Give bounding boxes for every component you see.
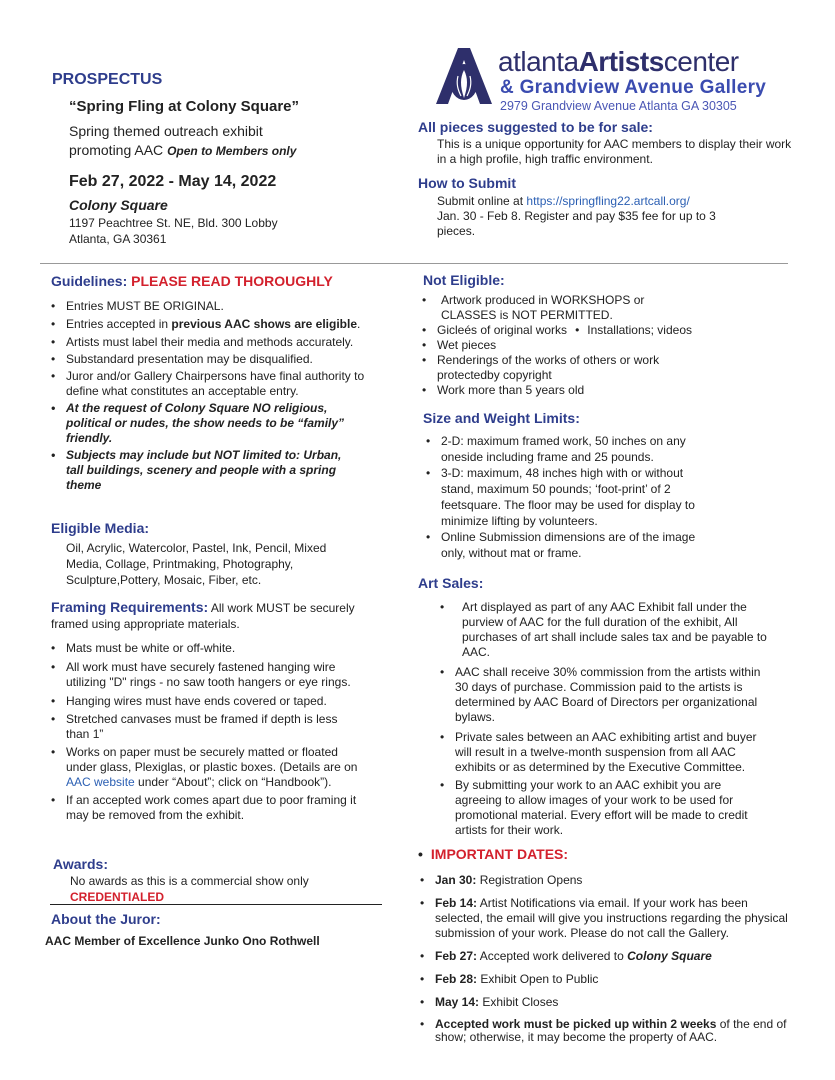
art-sales-item: • Art displayed as part of any AAC Exhibit fall under the purview of AAC for the full duration of the exhibit, All purchases of art shall include sales tax and be payable to AAC. [455,600,770,660]
framing-item: • Mats must be white or off-white. [66,641,381,656]
date-text: Accepted work delivered to [477,949,628,963]
date-label: Feb 27: [435,949,478,963]
submit-prefix: Submit online at [437,194,527,208]
framing-item: • All work must have securely fastened hanging wire utilizing "D" rings - no saw tooth hangers or eye rings. [66,660,366,690]
guideline-item2-bold: previous AAC shows are eligible [171,317,358,331]
guideline-item: • At the request of Colony Square NO religious, political or nudes, the show needs to be “family” friendly. [66,401,356,446]
framing-item: • If an accepted work comes apart due to poor framing it may be removed from the exhibit. [66,793,376,823]
framing-item: • Stretched canvases must be framed if depth is less than 1” [66,712,356,742]
date-text: Registration Opens [476,873,583,887]
art-sales-item: • By submitting your work to an AAC exhibit you are agreeing to allow images of your work to be used for promotional material. Every effort will be made to credit artists for their work. [455,778,770,838]
date-text: Artist Notifications via email. If your work has been selected, the email will give you instructions regarding the physical submission of your work. Please do not call the Gallery. [435,896,788,940]
guideline-item [66,317,386,332]
for-sale-heading: All pieces suggested to be for sale: [418,119,653,135]
framing-item5-pre: Works on paper must be securely matted or floated under glass, Plexiglas, or plastic boxes. (Details are on [66,745,358,774]
guideline-item: • Artists must label their media and methods accurately. [66,335,386,350]
framing-item [66,745,366,790]
how-to-submit-text [437,194,737,239]
not-eligible-heading: Not Eligible: [423,272,505,288]
size-weight-item: • 3-D: maximum, 48 inches high with or without stand, maximum 50 pounds; ‘foot-print’ of 2 feetsquare. The floor may be used for display to minimize lifting by volunteers. [441,465,716,529]
art-sales-item: • AAC shall receive 30% commission from the artists within 30 days of purchase. Commission paid to the artists is determined by AAC Board of Directors per organizational bylaws. [455,665,770,725]
awards-text: No awards as this is a commercial show only [70,874,309,888]
date-item [435,949,795,964]
logo-address: 2979 Grandview Avenue Atlanta GA 30305 [500,99,737,113]
guideline-item: • Juror and/or Gallery Chairpersons have final authority to define what constitutes an acceptable entry. [66,369,371,399]
important-dates-list [435,873,795,1044]
guideline-item: • Subjects may include but NOT limited to: Urban, tall buildings, scenery and people with a spring theme [66,448,351,493]
juror-text: AAC Member of Excellence Junko Ono Rothwell [45,934,320,948]
venue-name: Colony Square [69,197,168,213]
framing-heading: Framing Requirements: [51,599,209,615]
submit-online-line [437,194,737,209]
framing-list [66,641,381,823]
subtitle-promoting: promoting AAC [69,142,164,158]
prospectus-label: PROSPECTUS [52,71,163,88]
subtitle-line1: Spring themed outreach exhibit [69,123,263,139]
date-item [435,995,795,1010]
logo-atlanta: atlanta [498,46,579,77]
credentialed-label: CREDENTIALED [70,890,165,904]
exhibit-title: “Spring Fling at Colony Square” [69,98,300,115]
not-eligible-item: • Artwork produced in WORKSHOPS or CLASSES is NOT PERMITTED. [437,293,661,323]
size-weight-heading: Size and Weight Limits: [423,410,580,426]
aac-logo-mark-icon [428,46,498,106]
awards-divider [50,904,382,905]
art-sales-heading: Art Sales: [418,575,484,591]
venue-address [69,215,278,247]
guideline-item2-post: . [357,317,361,331]
logo-gallery: & Grandview Avenue Gallery [500,77,767,98]
guideline-item: • Entries MUST BE ORIGINAL. [66,299,386,314]
submit-url-link[interactable]: https://springfling22.artcall.org/ [526,194,690,208]
framing-intro [51,599,381,632]
eligible-media-text: Oil, Acrylic, Watercolor, Pastel, Ink, Pencil, Mixed Media, Collage, Printmaking, Photography, Sculpture,Pottery, Mosaic, Fiber, etc. [66,541,327,587]
not-eligible-item: • Renderings of the works of others or work protectedby copyright [437,353,697,383]
address-line1: 1197 Peachtree St. NE, Bld. 300 Lobby [69,216,278,230]
how-to-submit-heading: How to Submit [418,175,516,191]
guideline-item2-pre: Entries accepted in [66,317,172,331]
not-eligible-item: • Wet pieces [437,338,737,353]
for-sale-text: This is a unique opportunity for AAC members to display their work in a high profile, high traffic environment. [437,137,792,166]
date-item [435,896,795,941]
submit-dates: Jan. 30 - Feb 8. Register and pay $35 fee for up to 3 pieces. [437,209,716,238]
not-eligible-list [437,293,737,398]
guidelines-label: Guidelines: [51,273,132,289]
guidelines-list [66,299,386,493]
eligible-media-heading: Eligible Media: [51,520,150,536]
exhibit-dates: Feb 27, 2022 - May 14, 2022 [69,173,277,190]
date-label: May 14: [435,995,480,1009]
size-weight-item: • Online Submission dimensions are of the image only, without mat or frame. [441,529,716,561]
date-label: Feb 28: [435,972,478,986]
date-label: Feb 14: [435,896,478,910]
size-weight-list [441,433,716,561]
date-venue: Colony Square [627,949,712,963]
not-eligible-installations: Installations; videos [587,323,692,337]
date-text: Exhibit Open to Public [477,972,599,986]
date-text: Exhibit Closes [479,995,559,1009]
framing-item5-post: under “About”; click on “Handbook”). [134,775,332,789]
guideline-item: • Substandard presentation may be disqualified. [66,352,386,367]
address-line2: Atlanta, GA 30361 [69,232,167,246]
framing-item: • Hanging wires must have ends covered or taped. [66,694,381,709]
size-weight-item: • 2-D: maximum framed work, 50 inches on any oneside including frame and 25 pounds. [441,433,716,465]
important-dates-label: IMPORTANT DATES: [430,846,569,862]
juror-heading: About the Juror: [51,911,161,927]
date-item [435,972,795,987]
members-only: Open to Members only [167,144,297,158]
date-item [435,1018,795,1044]
date-text: of the end of show; otherwise, it may become the property of AAC. [435,1017,787,1044]
exhibit-subtitle [69,122,296,161]
logo-wordmark [498,46,739,78]
date-item [435,873,795,888]
guidelines-heading [51,273,333,289]
date-label: Jan 30: [435,873,477,887]
awards-heading: Awards: [53,856,108,872]
subtitle-line2 [69,141,296,161]
date-label: Accepted work must be picked up within 2 weeks [435,1017,717,1031]
guidelines-read-thoroughly: PLEASE READ THOROUGHLY [131,273,333,289]
header-divider [40,263,788,264]
not-eligible-item: • Work more than 5 years old [437,383,737,398]
important-dates-heading: • IMPORTANT DATES: [418,846,569,862]
not-eligible-item: • Gicleés of original works • Installations; videos [437,323,737,338]
art-sales-list [455,600,770,838]
aac-website-link[interactable]: AAC website [66,775,135,789]
framing-intro-text: All work MUST be securely framed using appropriate materials. [51,601,355,631]
aac-logo [428,44,798,114]
not-eligible-giclees: Gicleés of original works [437,323,568,337]
art-sales-item: • Private sales between an AAC exhibiting artist and buyer will result in a twelve-month suspension from all AAC exhibits or as determined by the Executive Committee. [455,730,770,775]
logo-artists: Artists [578,46,664,77]
logo-center: center [663,46,739,77]
